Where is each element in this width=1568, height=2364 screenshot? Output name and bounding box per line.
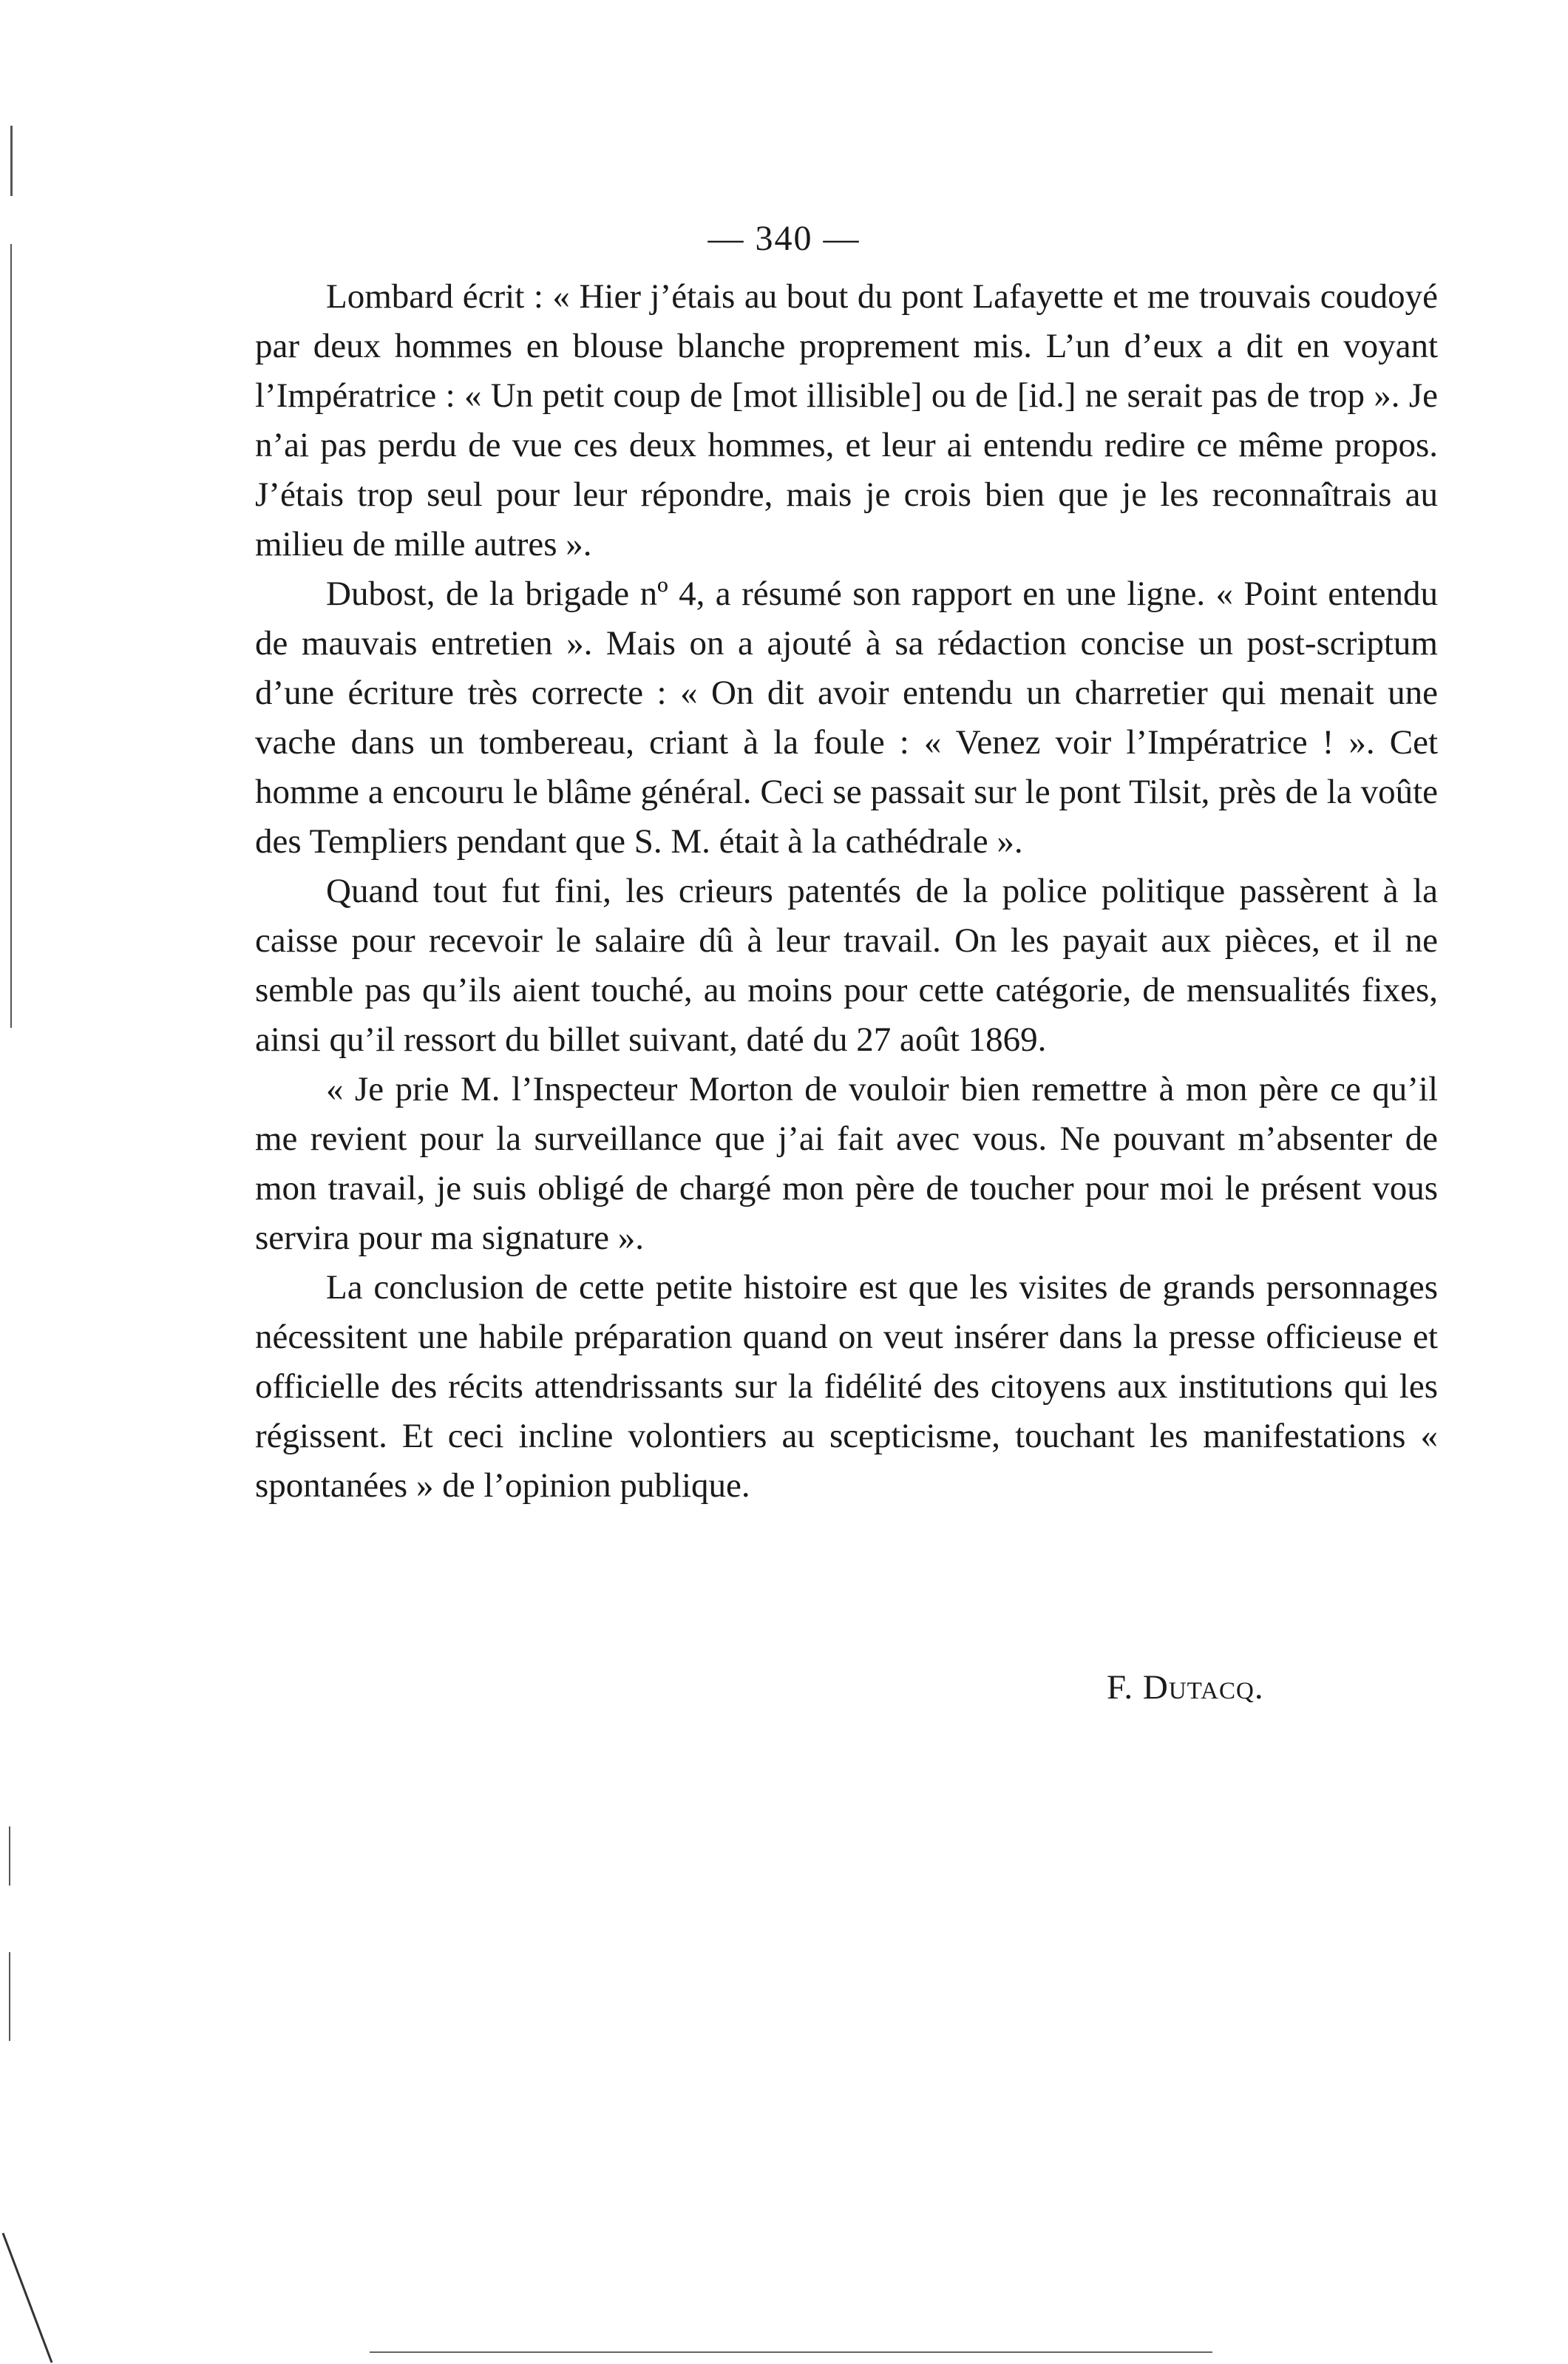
scan-edge-line-top xyxy=(10,126,13,196)
signature-name: Dutacq. xyxy=(1142,1668,1264,1707)
scan-corner-mark xyxy=(0,2226,89,2364)
scan-edge-line-bottom xyxy=(9,1952,10,2041)
scan-edge-line-upper xyxy=(10,244,12,1028)
signature-initial: F. xyxy=(1107,1668,1134,1707)
scan-bottom-edge xyxy=(370,2351,1212,2353)
page-number: — 340 — xyxy=(707,219,861,258)
paragraph-quoted-note: « Je prie M. l’Inspecteur Morton de vouloir bien remettre à mon père ce qu’il me revient pour la surveillance que j’ai fait avec vous. Ne pouvant m’absenter de mon travail, je suis obligé de chargé mon père de toucher pour moi le présent vous servira pour ma signature ». xyxy=(255,1070,1438,1257)
paragraph-dubost-report: Dubost, de la brigade nº 4, a résumé son rapport en une ligne. « Point entendu de mauvais entretien ». Mais on a ajouté à sa rédaction concise un post-scriptum d’une écriture très correcte : « On dit avoir entendu un charretier qui menait une vache dans un tombereau, criant à la foule : « Venez voir l’Impératrice ! ». Cet homme a encouru le blâme général. Ceci se passait sur le pont Tilsit, près de la voûte des Templiers pendant que S. M. était à la cathédrale ». xyxy=(255,575,1438,861)
scan-edge-line-lower xyxy=(9,1826,10,1886)
paragraph-payment: Quand tout fut fini, les crieurs patentés de la police politique passèrent à la caisse pour recevoir le salaire dû à leur travail. On les payait aux pièces, et il ne semble pas qu’ils aient touché, au moins pour cette catégorie, de mensualités fixes, ainsi qu’il ressort du billet suivant, daté du 27 août 1869. xyxy=(255,872,1438,1059)
paragraph-conclusion: La conclusion de cette petite histoire est que les visites de grands personnages nécessitent une habile préparation quand on veut insérer dans la presse officieuse et officielle des récits attendrissants sur la fidélité des citoyens aux institutions qui les régissent. Et ceci incline volontiers au scepticisme, touchant les manifestations « spontanées » de l’opinion publique. xyxy=(255,1268,1438,1505)
author-signature xyxy=(1107,1667,1264,1707)
paragraph-lombard-report: Lombard écrit : « Hier j’étais au bout du pont Lafayette et me trouvais coudoyé par deux hommes en blouse blanche proprement mis. L’un d’eux a dit en voyant l’Impératrice : « Un petit coup de [mot illisible] ou de [id.] ne serait pas de trop ». Je n’ai pas perdu de vue ces deux hommes, et leur ai entendu redire ce même propos. J’étais trop seul pour leur répondre, mais je crois bien que je les reconnaîtrais au milieu de mille autres ». xyxy=(255,277,1438,563)
article-body xyxy=(255,272,1438,1511)
